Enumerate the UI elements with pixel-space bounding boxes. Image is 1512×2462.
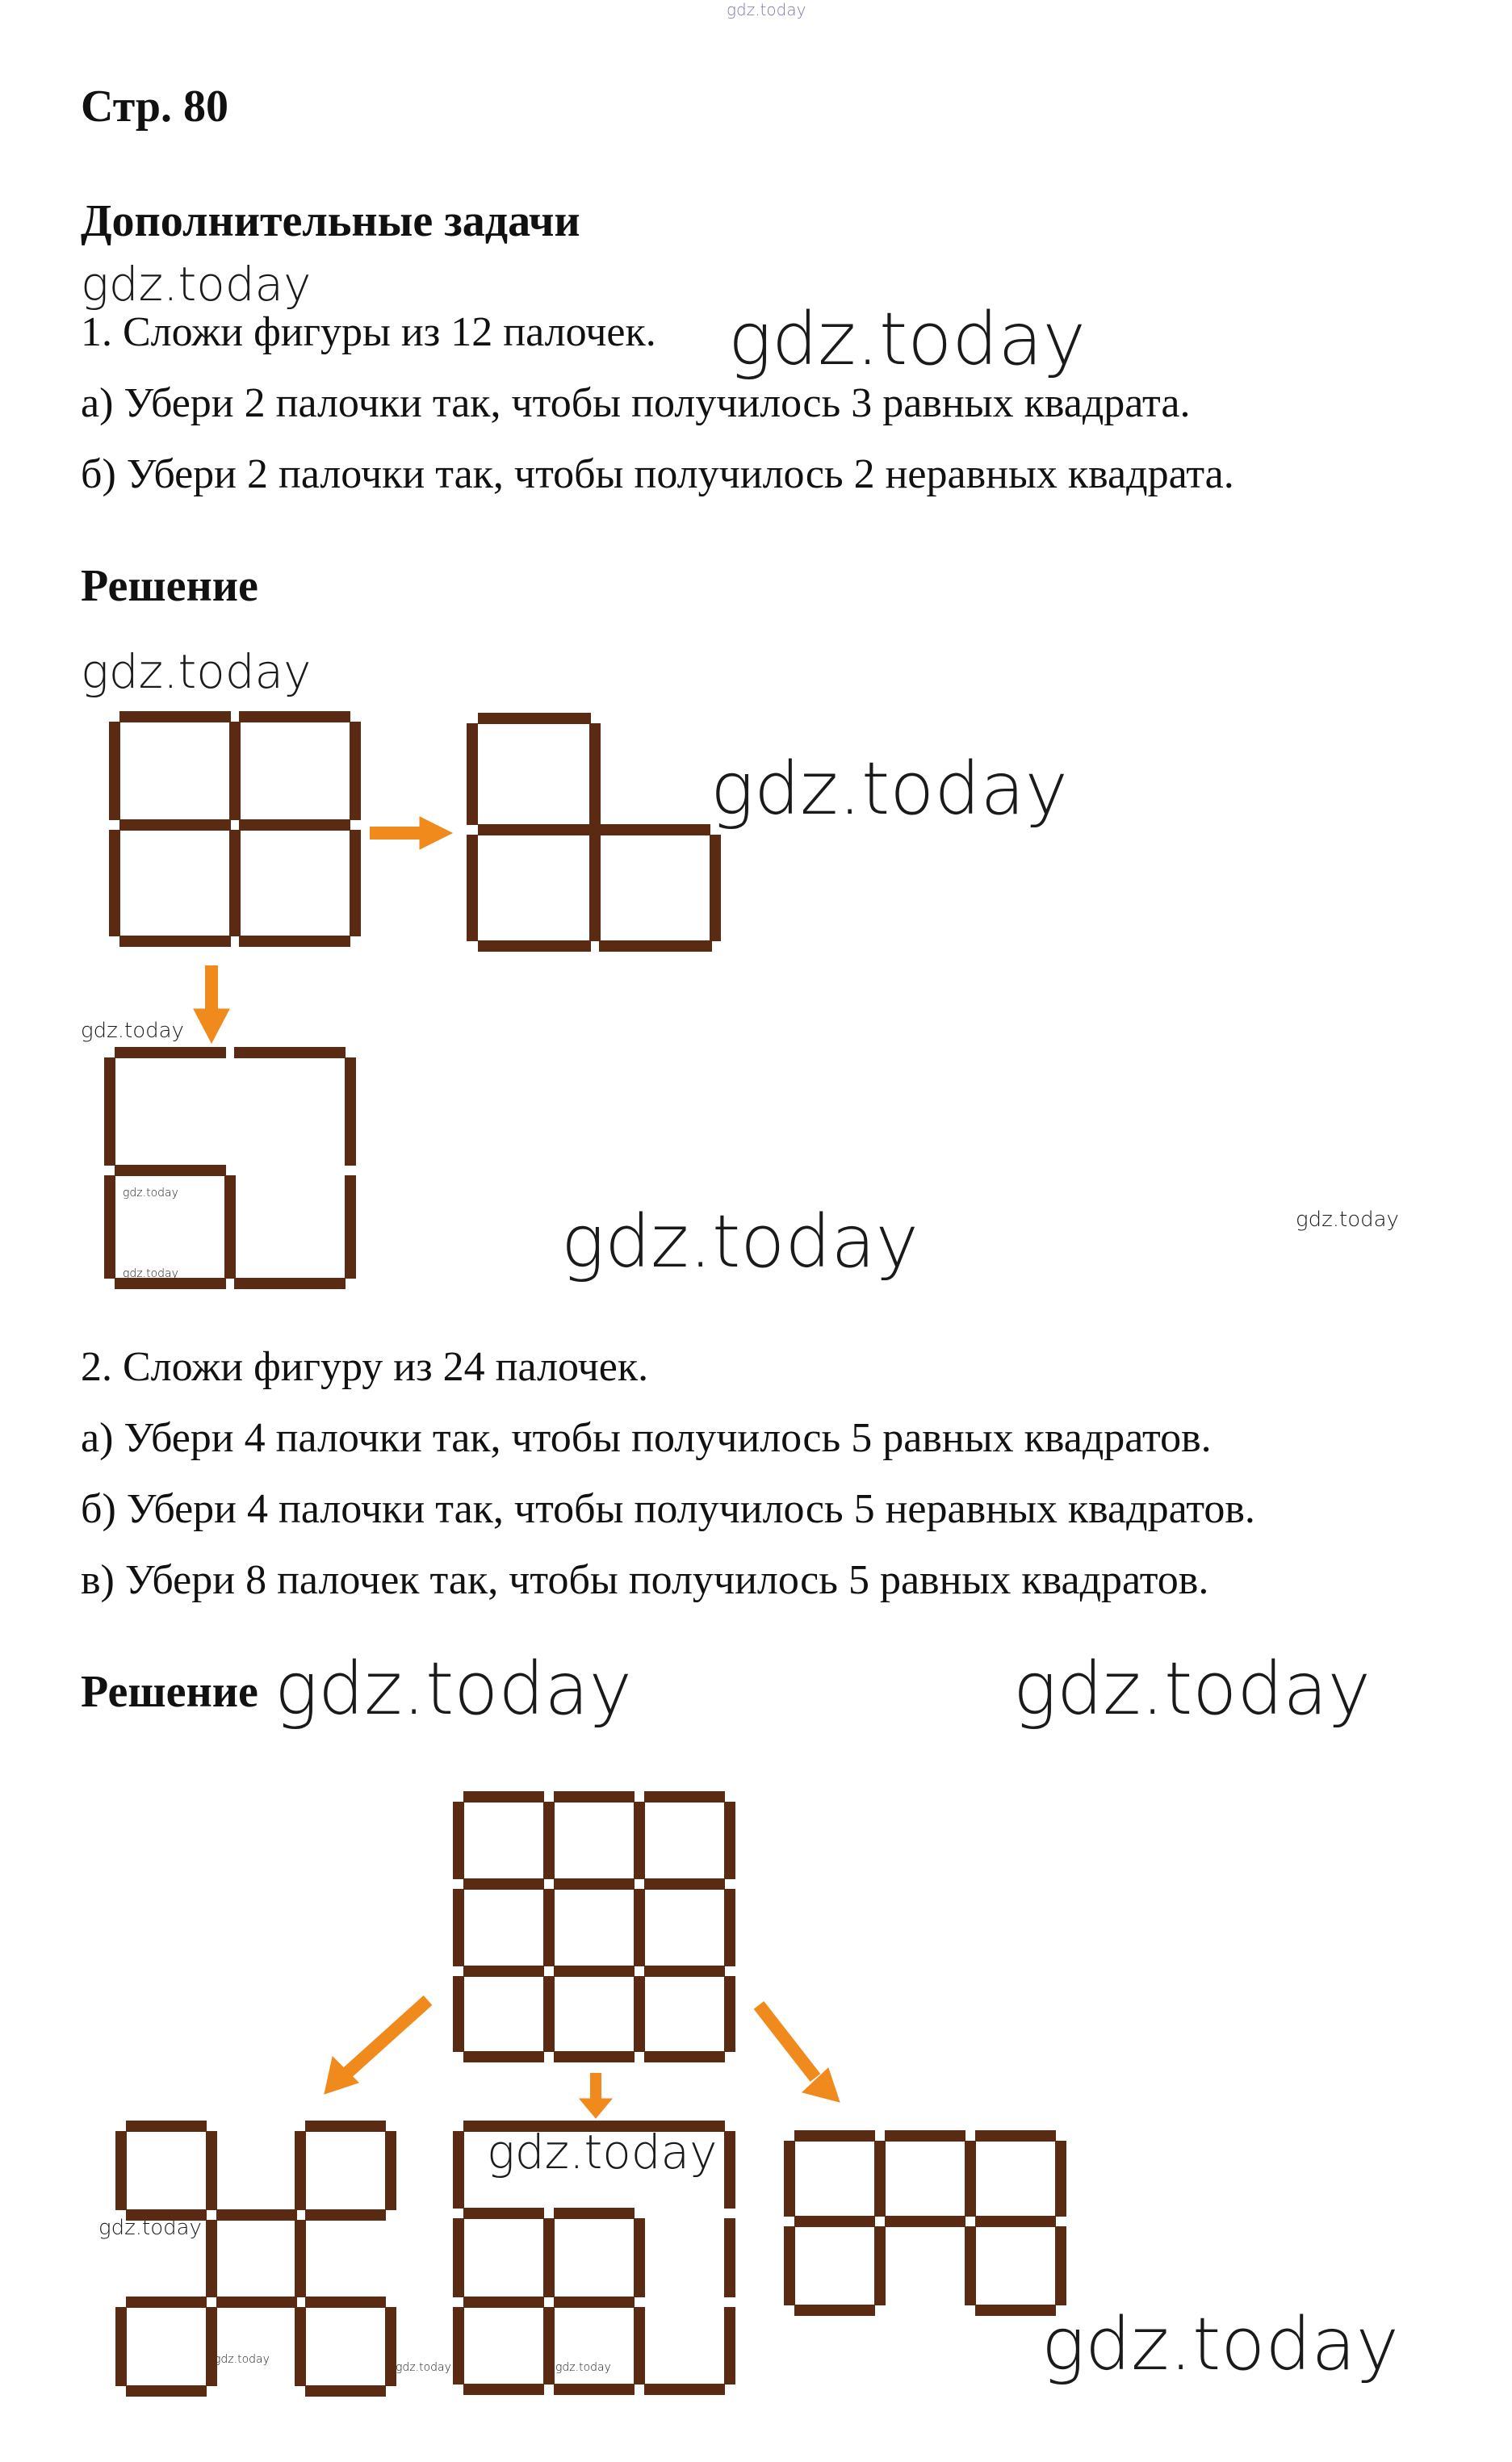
watermark: gdz.today bbox=[98, 2216, 202, 2240]
arrow-down-right-icon bbox=[759, 2005, 840, 2102]
watermark: gdz.today bbox=[1013, 1647, 1371, 1731]
task2-line2: а) Убери 4 палочки так, чтобы получилось 5 равных квадратов. bbox=[81, 1415, 1212, 1461]
watermark: gdz.today bbox=[123, 1267, 178, 1280]
watermark: gdz.today bbox=[274, 1647, 632, 1731]
arrow-right-icon bbox=[370, 817, 452, 849]
task2-line1: 2. Сложи фигуру из 24 палочек. bbox=[81, 1344, 649, 1390]
figure-3x3-grid bbox=[459, 1797, 730, 2057]
task1-line2: а) Убери 2 палочки так, чтобы получилось 3 равных квадрата. bbox=[81, 380, 1191, 426]
watermark: gdz.today bbox=[728, 297, 1086, 382]
watermark: gdz.today bbox=[1296, 1208, 1399, 1232]
watermark: gdz.today bbox=[81, 257, 312, 312]
arrow-down-left-icon bbox=[325, 2000, 428, 2094]
task1-line1: 1. Сложи фигуры из 12 палочек. bbox=[81, 309, 656, 355]
watermark-top: gdz.today bbox=[727, 0, 806, 19]
figure-five-equal-squares-c bbox=[790, 2136, 1061, 2310]
solution2-title: Решение bbox=[81, 1667, 258, 1717]
watermark: gdz.today bbox=[81, 644, 312, 699]
solution1-title: Решение bbox=[81, 561, 258, 611]
page-heading: Стр. 80 bbox=[81, 82, 229, 132]
watermark: gdz.today bbox=[1041, 2302, 1399, 2387]
watermark: gdz.today bbox=[81, 1019, 184, 1043]
arrow-down-icon bbox=[194, 965, 229, 1043]
figure-five-unequal-squares bbox=[459, 2126, 730, 2389]
watermark: gdz.today bbox=[396, 2361, 451, 2374]
figure-two-unequal-squares bbox=[110, 1053, 350, 1283]
watermark: gdz.today bbox=[123, 1187, 178, 1200]
watermark: gdz.today bbox=[561, 1200, 919, 1284]
figure-2x2-grid bbox=[115, 717, 355, 941]
watermark: gdz.today bbox=[487, 2125, 718, 2179]
watermark: gdz.today bbox=[214, 2353, 270, 2366]
figure-three-squares bbox=[472, 718, 715, 946]
task2-line3: б) Убери 4 палочки так, чтобы получилось 5 неравных квадратов. bbox=[81, 1486, 1255, 1532]
watermark: gdz.today bbox=[555, 2361, 611, 2374]
watermark: gdz.today bbox=[710, 747, 1068, 831]
section-title: Дополнительные задачи bbox=[81, 196, 580, 246]
figure-five-equal-squares bbox=[121, 2126, 391, 2391]
arrow-down-icon bbox=[580, 2073, 612, 2118]
task1-line3: б) Убери 2 палочки так, чтобы получилось 2 неравных квадрата. bbox=[81, 451, 1234, 497]
task2-line4: в) Убери 8 палочек так, чтобы получилось 5 равных квадратов. bbox=[81, 1557, 1209, 1603]
